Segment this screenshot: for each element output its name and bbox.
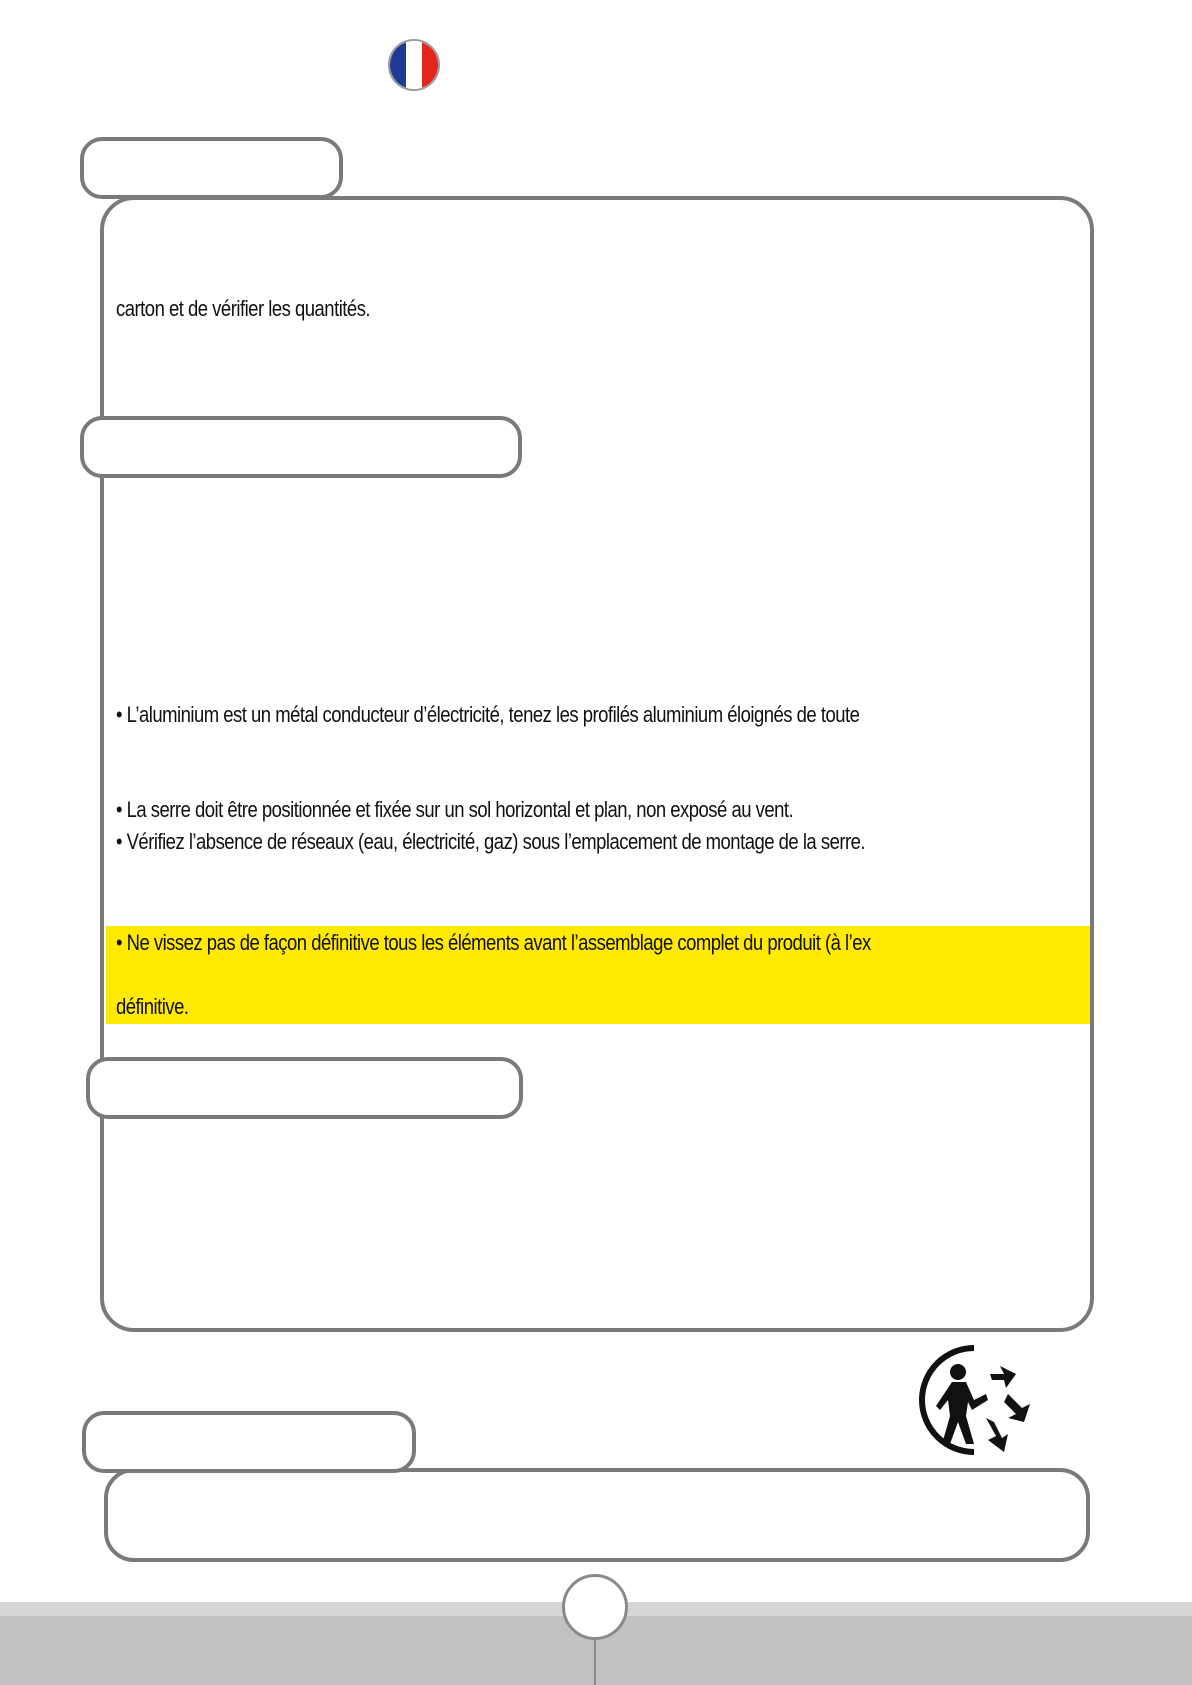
section-tab-4	[82, 1411, 416, 1473]
section-tab-1	[80, 137, 343, 199]
triman-recycling-icon	[912, 1344, 1036, 1456]
warning-line-1: • Ne vissez pas de façon définitive tous les éléments avant l’assemblage complet du produit (à l’ex	[116, 930, 871, 955]
bottom-content-box	[104, 1468, 1090, 1562]
page-marker-line	[594, 1640, 596, 1685]
safety-line-networks: • Vérifiez l’absence de réseaux (eau, électricité, gaz) sous l’emplacement de montage de la serre.	[116, 829, 866, 854]
main-content-box	[100, 196, 1094, 1332]
section-tab-2	[80, 416, 522, 478]
section-tab-3	[86, 1057, 523, 1119]
french-flag-icon	[388, 39, 440, 91]
safety-line-aluminium: • L’aluminium est un métal conducteur d’électricité, tenez les profilés aluminium éloignés de toute	[116, 702, 860, 727]
safety-line-ground: • La serre doit être positionnée et fixée sur un sol horizontal et plan, non exposé au vent.	[116, 797, 794, 822]
warning-line-2: définitive.	[116, 994, 189, 1019]
section1-text: carton et de vérifier les quantités.	[116, 296, 371, 321]
page-number-circle	[562, 1574, 628, 1640]
